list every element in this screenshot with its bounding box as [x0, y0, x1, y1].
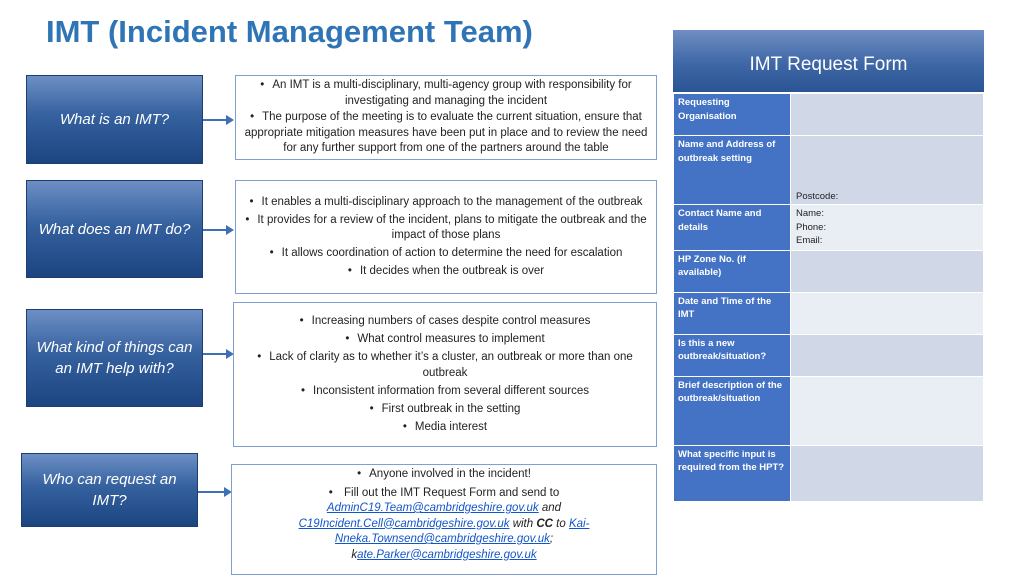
form-label: HP Zone No. (if available): [674, 250, 791, 292]
postcode-label: Postcode:: [796, 190, 839, 202]
form-value-name-address[interactable]: [791, 136, 984, 205]
answer-bullet: • It enables a multi-disciplinary approach to the management of the outbreak: [240, 195, 652, 211]
question-label: What does an IMT do?: [38, 220, 191, 238]
question-who-can-request: [21, 453, 198, 527]
email-link-kai-part1[interactable]: Kai-: [568, 517, 590, 530]
to-text: to: [556, 517, 566, 530]
answer-bullet: • Anyone involved in the incident!: [236, 467, 652, 483]
answer-bullet: • It provides for a review of the incident, plans to mitigate the outbreak and the impact of those plans: [240, 213, 652, 244]
form-row-hp-zone: [674, 250, 984, 292]
form-label: What specific input is required from the HPT?: [674, 445, 791, 501]
answer-bullet: • What control measures to implement: [238, 332, 652, 348]
form-row-name-address: [674, 136, 984, 205]
send-text: Fill out the IMT Request Form and send to: [344, 486, 560, 499]
with-text: with: [512, 517, 534, 530]
form-value-description[interactable]: [791, 376, 984, 445]
arrow-connector: [198, 491, 230, 493]
email-link-admin-team[interactable]: AdminC19.Team@cambridgeshire.gov.uk: [326, 502, 539, 514]
and-text: and: [541, 502, 562, 514]
question-label: What is an IMT?: [59, 111, 170, 128]
form-value-new-outbreak[interactable]: [791, 334, 984, 376]
form-value-requesting-org[interactable]: [791, 94, 984, 136]
answer-bullet: • The purpose of the meeting is to evaluate the current situation, ensure that appropriate mitigation measures have been put in place and to review the need for any further support from one of the partners around the table: [240, 110, 652, 157]
form-label: Contact Name and details: [674, 205, 791, 251]
email-link-incident-cell[interactable]: C19Incident.Cell@cambridgeshire.gov.uk: [298, 517, 510, 530]
arrow-connector: [203, 229, 232, 231]
answer-bullet: • An IMT is a multi-disciplinary, multi-agency group with responsibility for investigating and managing the incident: [240, 78, 652, 109]
question-what-does-imt-do: [26, 180, 203, 278]
answer-bullet-send-to: [236, 486, 652, 564]
name-label: Name:: [796, 208, 824, 219]
form-label: Name and Address of outbreak setting: [674, 136, 791, 205]
form-row-specific-input: [674, 445, 984, 501]
request-form-table: [673, 93, 984, 502]
question-what-is-imt: [26, 75, 203, 164]
answer-box-who-can-request: [231, 464, 657, 575]
cc-text: CC: [536, 517, 553, 530]
page-title: IMT (Incident Management Team): [46, 14, 533, 49]
answer-box-what-is-imt: [235, 75, 657, 160]
answer-box-what-does-imt-do: [235, 180, 657, 294]
form-title: [673, 30, 984, 92]
answer-box-what-kind-of-things: [233, 302, 657, 447]
answer-bullet: • Inconsistent information from several different sources: [238, 384, 652, 400]
form-row-description: [674, 376, 984, 445]
form-row-new-outbreak: [674, 334, 984, 376]
answer-bullet: • It decides when the outbreak is over: [240, 264, 652, 280]
form-value-date-time[interactable]: [791, 292, 984, 334]
form-row-contact: [674, 205, 984, 251]
form-value-hp-zone[interactable]: [791, 250, 984, 292]
answer-bullet: • Media interest: [238, 420, 652, 436]
form-value-contact[interactable]: [791, 205, 984, 251]
answer-bullet: • First outbreak in the setting: [238, 402, 652, 418]
answer-bullet: • Lack of clarity as to whether it’s a cluster, an outbreak or more than one outbreak: [238, 350, 652, 381]
form-label: Brief description of the outbreak/situation: [674, 376, 791, 445]
arrow-connector: [203, 119, 232, 121]
form-label: Date and Time of the IMT: [674, 292, 791, 334]
email-link-kate[interactable]: ate.Parker@cambridgeshire.gov.uk: [357, 548, 537, 561]
phone-label: Phone:: [796, 221, 827, 233]
semicolon-text: ;: [549, 533, 554, 545]
email-prefix-k: k: [351, 548, 358, 561]
form-row-date-time: [674, 292, 984, 334]
form-label: Requesting Organisation: [674, 94, 791, 136]
form-row-requesting-org: [674, 94, 984, 136]
form-value-specific-input[interactable]: [791, 445, 984, 501]
question-label: Who can request an IMT?: [42, 471, 177, 509]
form-label: Is this a new outbreak/situation?: [674, 334, 791, 376]
answer-bullet: • It allows coordination of action to determine the need for escalation: [240, 246, 652, 262]
email-label: Email:: [796, 235, 823, 246]
answer-bullet: • Increasing numbers of cases despite control measures: [238, 314, 652, 330]
form-title-text: IMT Request Form: [749, 54, 908, 75]
arrow-connector: [203, 353, 232, 355]
question-label: What kind of things can an IMT help with?: [36, 339, 193, 377]
question-what-kind-of-things: [26, 309, 203, 407]
email-link-kai-part2[interactable]: Nneka.Townsend@cambridgeshire.gov.uk: [334, 533, 550, 545]
